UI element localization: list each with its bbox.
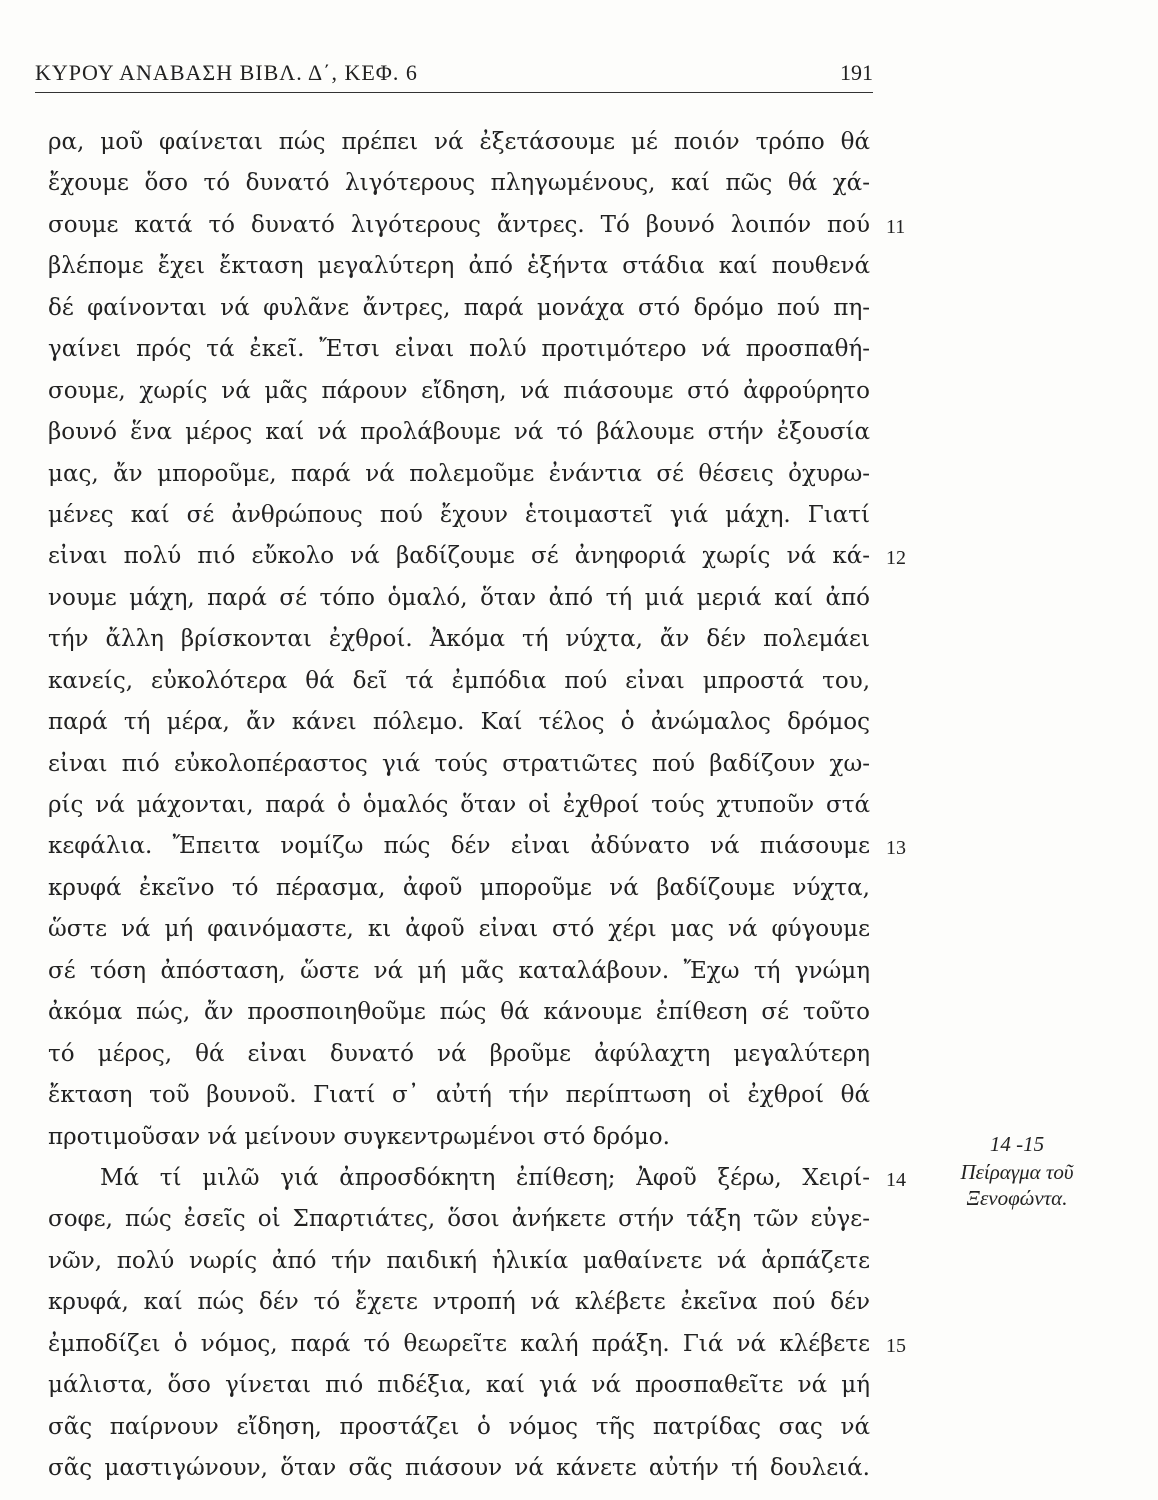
text-line: παρά τή μέρα, ἄν κάνει πόλεμο. Καί τέλος ὁ ἀνώμαλος δρόμος	[48, 709, 870, 735]
margin-note-title: Ξενοφώντα.	[966, 1186, 1068, 1210]
text-line: εἶναι πιό εὐκολοπέραστος γιά τούς στρατιῶτες πού βαδίζουν χω-	[48, 751, 870, 777]
text-line: σοφε, πώς ἐσεῖς οἱ Σπαρτιάτες, ὅσοι ἀνήκετε στήν τάξη τῶν εὐγε-	[48, 1206, 870, 1232]
text-line: Μά τί μιλῶ γιά ἀπροσδόκητη ἐπίθεση; Ἀφοῦ ξέρω, Χειρί-	[100, 1165, 870, 1191]
text-line: κεφάλια. Ἔπειτα νομίζω πώς δέν εἶναι ἀδύνατο νά πιάσουμε	[48, 833, 870, 859]
text-line: μας, ἄν μποροῦμε, παρά νά πολεμοῦμε ἐνάντια σέ θέσεις ὀχυρω-	[48, 461, 870, 487]
text-line: βλέπομε ἔχει ἔκταση μεγαλύτερη ἀπό ἑξήντα στάδια καί πουθενά	[48, 253, 870, 279]
text-line: κανείς, εὐκολότερα θά δεῖ τά ἐμπόδια πού εἶναι μπροστά του,	[48, 668, 870, 694]
text-line: ἔχουμε ὅσο τό δυνατό λιγότερους πληγωμένους, καί πῶς θά χά-	[48, 170, 870, 196]
text-line: ἐμποδίζει ὁ νόμος, παρά τό θεωρεῖτε καλή πράξη. Γιά νά κλέβετε	[48, 1331, 870, 1357]
running-head: ΚΥΡΟΥ ΑΝΑΒΑΣΗ ΒΙΒΛ. Δ΄, ΚΕΦ. 6	[35, 60, 418, 85]
text-line: μάλιστα, ὅσο γίνεται πιό πιδέξια, καί γιά νά προσπαθεῖτε νά μή	[48, 1372, 870, 1398]
text-line: σουμε, χωρίς νά μᾶς πάρουν εἴδηση, νά πιάσουμε στό ἀφρούρητο	[48, 378, 870, 404]
text-line: βουνό ἕνα μέρος καί νά προλάβουμε νά τό βάλουμε στήν ἐξουσία	[48, 419, 870, 445]
text-line: ὥστε νά μή φαινόμαστε, κι ἀφοῦ εἶναι στό χέρι μας νά φύγουμε	[48, 916, 870, 942]
text-line: προτιμοῦσαν νά μείνουν συγκεντρωμένοι στό δρόμο.	[48, 1124, 670, 1150]
text-line: εἶναι πολύ πιό εὔκολο νά βαδίζουμε σέ ἀνηφοριά χωρίς νά κά-	[48, 543, 870, 569]
text-line: ἔκταση τοῦ βουνοῦ. Γιατί σ᾿ αὐτή τήν περίπτωση οἱ ἐχθροί θά	[48, 1082, 870, 1108]
text-line: σέ τόση ἀπόσταση, ὥστε νά μή μᾶς καταλάβουν. Ἔχω τή γνώμη	[48, 958, 870, 984]
text-line: ἀκόμα πώς, ἄν προσποιηθοῦμε πώς θά κάνουμε ἐπίθεση σέ τοῦτο	[48, 999, 870, 1025]
text-line: σᾶς παίρνουν εἴδηση, προστάζει ὁ νόμος τῆς πατρίδας σας νά	[48, 1414, 870, 1440]
text-line: ρίς νά μάχονται, παρά ὁ ὁμαλός ὅταν οἱ ἐχθροί τούς χτυποῦν στά	[48, 792, 870, 818]
text-line: ρα, μοῦ φαίνεται πώς πρέπει νά ἐξετάσουμε μέ ποιόν τρόπο θά	[48, 129, 870, 155]
section-number: 11	[886, 216, 906, 238]
text-line: νουμε μάχη, παρά σέ τόπο ὁμαλό, ὅταν ἀπό τή μιά μεριά καί ἀπό	[48, 585, 870, 611]
section-number: 13	[886, 837, 906, 859]
text-line: κρυφά, καί πώς δέν τό ἔχετε ντροπή νά κλέβετε ἐκεῖνα πού δέν	[48, 1289, 870, 1315]
section-number: 14	[886, 1169, 906, 1191]
margin-note-range: 14 -15	[989, 1132, 1045, 1156]
section-number: 15	[886, 1335, 906, 1357]
section-number: 12	[886, 547, 906, 569]
text-line: κρυφά ἐκεῖνο τό πέρασμα, ἀφοῦ μποροῦμε νά βαδίζουμε νύχτα,	[48, 875, 870, 901]
page-header	[35, 58, 873, 93]
text-line: δέ φαίνονται νά φυλᾶνε ἄντρες, παρά μονάχα στό δρόμο πού πη-	[48, 295, 870, 321]
text-line: γαίνει πρός τά ἐκεῖ. Ἔτσι εἶναι πολύ προτιμότερο νά προσπαθή-	[48, 336, 870, 362]
text-line: σᾶς μαστιγώνουν, ὅταν σᾶς πιάσουν νά κάνετε αὐτήν τή δουλειά.	[48, 1455, 870, 1481]
margin-note-title: Πείραγμα τοῦ	[960, 1160, 1074, 1184]
text-line: νῶν, πολύ νωρίς ἀπό τήν παιδική ἡλικία μαθαίνετε νά ἁρπάζετε	[48, 1248, 870, 1274]
text-line: τό μέρος, θά εἶναι δυνατό νά βροῦμε ἀφύλαχτη μεγαλύτερη	[48, 1041, 870, 1067]
text-line: τήν ἄλλη βρίσκονται ἐχθροί. Ἀκόμα τή νύχτα, ἄν δέν πολεμάει	[48, 626, 870, 652]
page-number: 191	[840, 60, 873, 85]
text-line: σουμε κατά τό δυνατό λιγότερους ἄντρες. Τό βουνό λοιπόν πού	[48, 212, 870, 238]
text-line: μένες καί σέ ἀνθρώπους πού ἔχουν ἑτοιμαστεῖ γιά μάχη. Γιατί	[48, 502, 870, 528]
